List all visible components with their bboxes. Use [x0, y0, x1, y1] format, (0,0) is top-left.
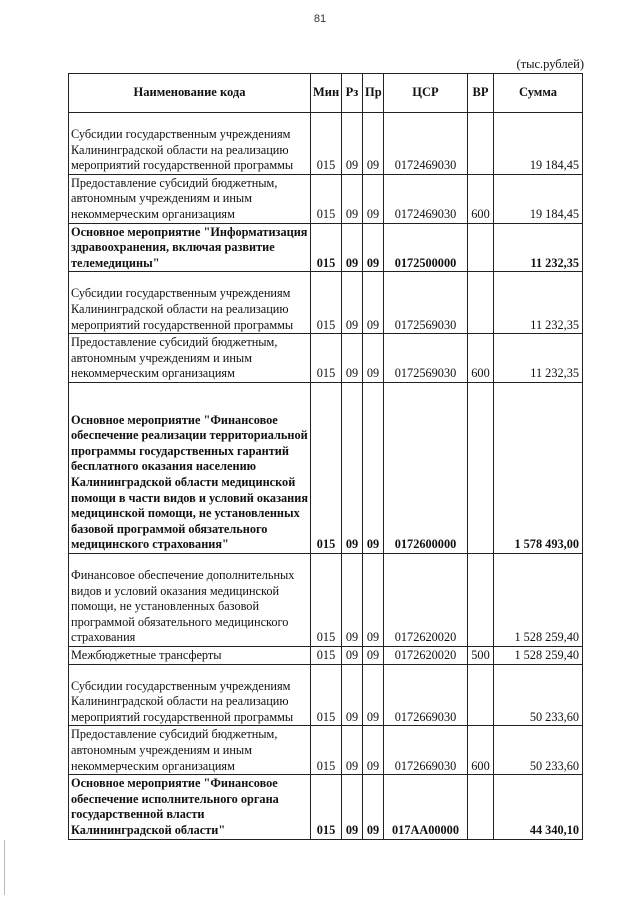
row-expense-type [468, 113, 494, 175]
row-expense-type [468, 223, 494, 272]
table-row [69, 664, 583, 726]
row-expense-type [468, 775, 494, 839]
row-name: Субсидии государственным учреждениям Калининградской области на реализацию мероприятий государственной программы [69, 113, 311, 175]
table-row [69, 334, 583, 383]
budget-table [68, 73, 583, 840]
row-amount: 11 232,35 [494, 223, 583, 272]
row-section: 09 [342, 775, 363, 839]
header-ministry: Мин [311, 74, 342, 113]
header-subsection: Пр [363, 74, 384, 113]
row-name: Субсидии государственным учреждениям Калининградской области на реализацию мероприятий государственной программы [69, 272, 311, 334]
row-ministry: 015 [311, 113, 342, 175]
row-section: 09 [342, 646, 363, 664]
row-subsection: 09 [363, 553, 384, 646]
row-target: 0172620020 [384, 646, 468, 664]
row-ministry: 015 [311, 223, 342, 272]
row-amount: 19 184,45 [494, 113, 583, 175]
table-header [69, 74, 583, 113]
row-name: Основное мероприятие "Финансовое обеспечение исполнительного органа государственной власти Калининградской области" [69, 775, 311, 839]
row-section: 09 [342, 174, 363, 223]
row-name: Финансовое обеспечение дополнительных видов и условий оказания медицинской помощи, не установленных базовой программой обязательного медицинского страхования [69, 553, 311, 646]
row-ministry: 015 [311, 664, 342, 726]
row-amount: 50 233,60 [494, 664, 583, 726]
row-target: 0172600000 [384, 382, 468, 553]
row-ministry: 015 [311, 174, 342, 223]
row-amount: 11 232,35 [494, 272, 583, 334]
row-expense-type: 600 [468, 726, 494, 775]
row-ministry: 015 [311, 334, 342, 383]
row-name: Субсидии государственным учреждениям Калининградской области на реализацию мероприятий государственной программы [69, 664, 311, 726]
row-subsection: 09 [363, 223, 384, 272]
row-ministry: 015 [311, 775, 342, 839]
table-row [69, 223, 583, 272]
header-amount: Сумма [494, 74, 583, 113]
table-row [69, 382, 583, 553]
row-subsection: 09 [363, 272, 384, 334]
row-subsection: 09 [363, 726, 384, 775]
scan-edge-mark [4, 840, 5, 895]
row-ministry: 015 [311, 646, 342, 664]
row-section: 09 [342, 664, 363, 726]
row-section: 09 [342, 113, 363, 175]
row-subsection: 09 [363, 664, 384, 726]
row-name: Предоставление субсидий бюджетным, автономным учреждениям и иным некоммерческим организациям [69, 174, 311, 223]
row-section: 09 [342, 272, 363, 334]
row-target: 0172469030 [384, 113, 468, 175]
row-amount: 44 340,10 [494, 775, 583, 839]
row-expense-type: 600 [468, 174, 494, 223]
row-section: 09 [342, 726, 363, 775]
row-target: 0172469030 [384, 174, 468, 223]
row-section: 09 [342, 553, 363, 646]
table-row [69, 174, 583, 223]
header-expense-type: ВР [468, 74, 494, 113]
row-expense-type [468, 272, 494, 334]
row-target: 0172669030 [384, 664, 468, 726]
row-ministry: 015 [311, 382, 342, 553]
row-target: 0172500000 [384, 223, 468, 272]
row-ministry: 015 [311, 726, 342, 775]
row-target: 0172620020 [384, 553, 468, 646]
row-amount: 50 233,60 [494, 726, 583, 775]
header-target: ЦСР [384, 74, 468, 113]
row-name: Основное мероприятие "Информатизация здравоохранения, включая развитие телемедицины" [69, 223, 311, 272]
row-target: 017АА00000 [384, 775, 468, 839]
row-subsection: 09 [363, 382, 384, 553]
row-amount: 19 184,45 [494, 174, 583, 223]
row-subsection: 09 [363, 775, 384, 839]
row-amount: 11 232,35 [494, 334, 583, 383]
row-subsection: 09 [363, 113, 384, 175]
unit-note: (тыс.рублей) [516, 57, 584, 71]
row-amount: 1 578 493,00 [494, 382, 583, 553]
table-row [69, 775, 583, 839]
header-name: Наименование кода [69, 74, 311, 113]
row-name: Межбюджетные трансферты [69, 646, 311, 664]
row-name: Основное мероприятие "Финансовое обеспечение реализации территориальной программы государственных гарантий бесплатного оказания населению Калининградской области медицинской помощи в части видов и условий оказания медицинской помощи, не установленных базовой программой обязательного медицинского страхования" [69, 382, 311, 553]
table-row [69, 553, 583, 646]
row-target: 0172569030 [384, 272, 468, 334]
page-number: 81 [313, 13, 327, 25]
row-expense-type: 600 [468, 334, 494, 383]
row-section: 09 [342, 382, 363, 553]
row-amount: 1 528 259,40 [494, 553, 583, 646]
row-amount: 1 528 259,40 [494, 646, 583, 664]
header-section: Рз [342, 74, 363, 113]
row-name: Предоставление субсидий бюджетным, автономным учреждениям и иным некоммерческим организациям [69, 726, 311, 775]
row-expense-type [468, 553, 494, 646]
row-expense-type [468, 382, 494, 553]
row-target: 0172669030 [384, 726, 468, 775]
row-expense-type: 500 [468, 646, 494, 664]
row-subsection: 09 [363, 334, 384, 383]
row-subsection: 09 [363, 174, 384, 223]
row-section: 09 [342, 223, 363, 272]
row-name: Предоставление субсидий бюджетным, автономным учреждениям и иным некоммерческим организациям [69, 334, 311, 383]
table-row [69, 272, 583, 334]
table-row [69, 726, 583, 775]
row-target: 0172569030 [384, 334, 468, 383]
table-row [69, 113, 583, 175]
row-subsection: 09 [363, 646, 384, 664]
row-section: 09 [342, 334, 363, 383]
row-ministry: 015 [311, 272, 342, 334]
table-body [69, 113, 583, 840]
table-row [69, 646, 583, 664]
row-ministry: 015 [311, 553, 342, 646]
row-expense-type [468, 664, 494, 726]
